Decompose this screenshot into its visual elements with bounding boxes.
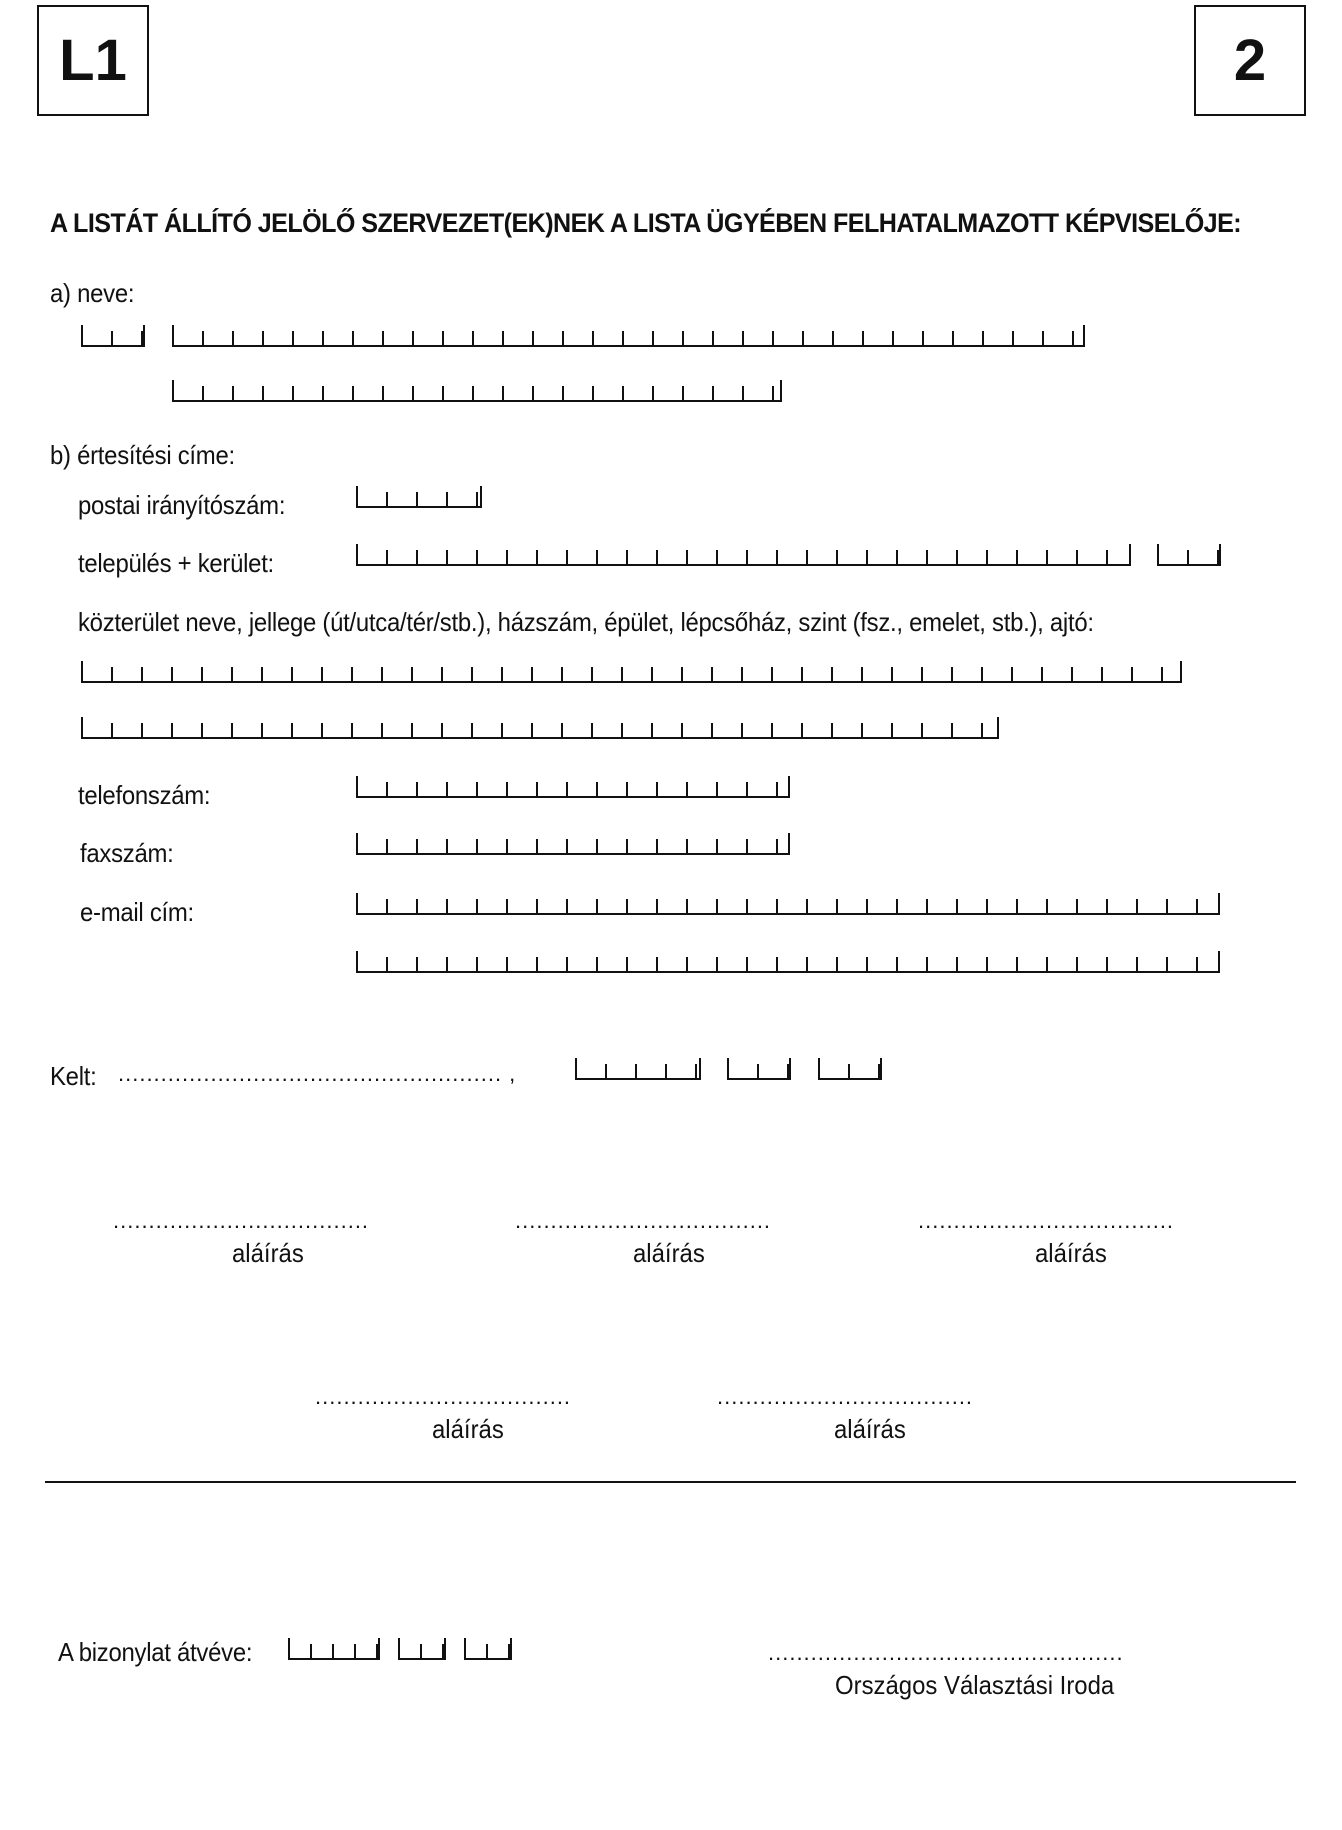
signature-line[interactable]: .................................... [717, 1384, 974, 1409]
signature-label: aláírás [232, 1238, 304, 1268]
signature-line[interactable]: .................................... [113, 1208, 370, 1233]
signature-label: aláírás [633, 1238, 705, 1268]
postcode-label: postai irányítószám: [78, 490, 286, 520]
street-label: közterület neve, jellege (út/utca/tér/stb.), házszám, épület, lépcsőház, szint (fsz., emelet, stb.), ajtó: [78, 607, 1094, 637]
settlement-label: település + kerület: [78, 548, 274, 578]
receipt-day-cells[interactable] [464, 1638, 510, 1660]
street-cells-row2[interactable] [81, 717, 997, 739]
settlement-cells[interactable] [356, 544, 1129, 566]
street-cells-row1[interactable] [81, 661, 1180, 683]
email-cells-row1[interactable] [356, 893, 1218, 915]
page-title: A LISTÁT ÁLLÍTÓ JELÖLŐ SZERVEZET(EK)NEK A LISTA ÜGYÉBEN FELHATALMAZOTT KÉPVISELŐJE: [50, 208, 1242, 238]
form-code-box [37, 5, 149, 116]
receipt-label: A bizonylat átvéve: [58, 1637, 253, 1667]
signature-label: aláírás [834, 1414, 906, 1444]
postcode-cells[interactable] [356, 486, 480, 508]
receipt-year-cells[interactable] [288, 1638, 378, 1660]
page-number-box [1194, 5, 1306, 116]
district-cells[interactable] [1157, 544, 1219, 566]
office-name: Országos Választási Iroda [835, 1670, 1115, 1700]
phone-label: telefonszám: [78, 780, 211, 810]
address-label: b) értesítési címe: [50, 440, 235, 470]
phone-cells[interactable] [356, 776, 788, 798]
date-label: Kelt: [50, 1061, 97, 1091]
name-label: a) neve: [50, 278, 135, 308]
form-code: L1 [59, 28, 127, 93]
date-place-dots[interactable]: ...................................................... , [118, 1061, 517, 1086]
fax-cells[interactable] [356, 833, 788, 855]
email-cells-row2[interactable] [356, 951, 1218, 973]
name-cells-row1[interactable] [172, 325, 1083, 347]
date-day-cells[interactable] [818, 1058, 880, 1080]
fax-label: faxszám: [80, 838, 174, 868]
date-month-cells[interactable] [727, 1058, 789, 1080]
name-cells-row2[interactable] [172, 380, 780, 402]
name-prefix-cells[interactable] [81, 325, 143, 347]
office-signature-line[interactable]: .................................................. [768, 1640, 1124, 1665]
page-number: 2 [1233, 28, 1267, 93]
signature-line[interactable]: .................................... [515, 1208, 772, 1233]
date-year-cells[interactable] [575, 1058, 699, 1080]
signature-label: aláírás [1035, 1238, 1107, 1268]
signature-label: aláírás [432, 1414, 504, 1444]
divider [45, 1481, 1296, 1483]
signature-line[interactable]: .................................... [315, 1384, 572, 1409]
email-label: e-mail cím: [80, 897, 194, 927]
receipt-month-cells[interactable] [398, 1638, 444, 1660]
signature-line[interactable]: .................................... [918, 1208, 1175, 1233]
